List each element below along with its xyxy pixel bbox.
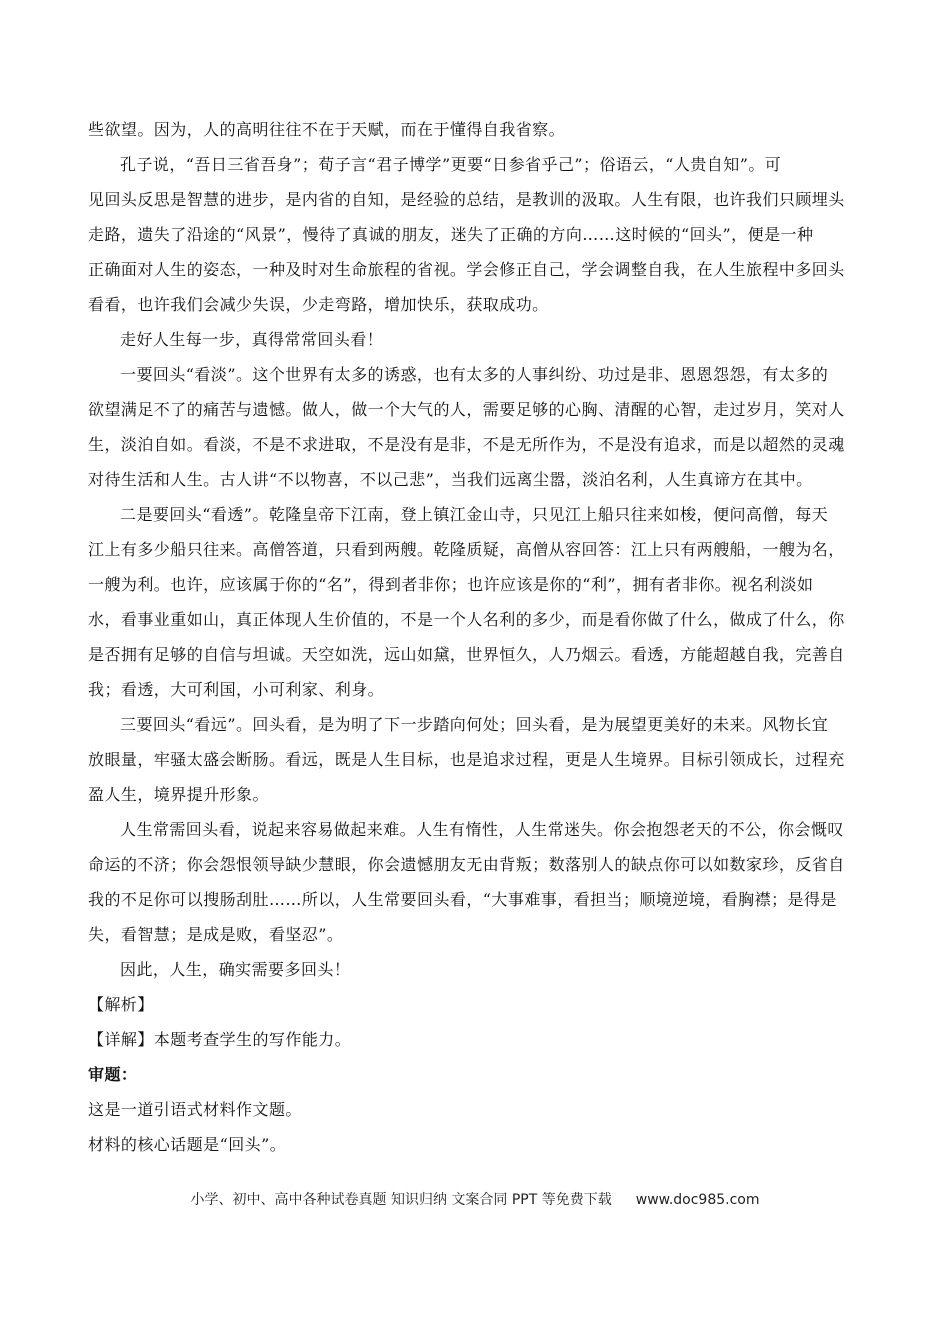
text-line: 欲望满足不了的痛苦与遗憾。做人，做一个大气的人，需要足够的心胸、清醒的心智，走过岁月，笑对人: [88, 400, 845, 419]
text-line: 这是一道引语式材料作文题。: [88, 1100, 302, 1119]
document-body: [88, 112, 866, 1162]
text-line: 放眼量，牢骚太盛会断肠。看远，既是人生目标，也是追求过程，更是人生境界。目标引领成长，过程充: [88, 750, 845, 769]
text-line: 是否拥有足够的自信与坦诚。天空如洗，远山如黛，世界恒久，人乃烟云。看透，方能超越自我，完善自: [88, 645, 845, 664]
text-line: 见回头反思是智慧的进步，是内省的自知，是经验的总结，是教训的汲取。人生有限，也许我们只顾埋头: [88, 190, 845, 209]
text-line: 【详解】本题考查学生的写作能力。: [88, 1030, 352, 1049]
text-line: 命运的不济；你会怨恨领导缺少慧眼，你会遗憾朋友无由背叛；数落别人的缺点你可以如数家珍，反省自: [88, 855, 845, 874]
text-line: 对待生活和人生。古人讲“不以物喜，不以己悲”，当我们远离尘嚣，淡泊名利，人生真谛方在其中。: [88, 470, 813, 489]
text-line: 走路，遗失了沿途的“风景”，慢待了真诚的朋友，迷失了正确的方向……这时候的“回头”，便是一种: [88, 225, 814, 244]
footer-text: 小学、初中、高中各种试卷真题 知识归纳 文案合同 PPT 等免费下载: [190, 1192, 612, 1208]
text-line: 我；看透，大可利国，小可利家、利身。: [88, 680, 385, 699]
text-line: 些欲望。因为，人的高明往往不在于天赋，而在于懂得自我省察。: [88, 120, 566, 139]
text-line: 二是要回头“看透”。乾隆皇帝下江南，登上镇江金山寺，只见江上船只往来如梭，便问高僧，每天: [120, 505, 829, 524]
text-line: 江上有多少船只往来。高僧答道，只看到两艘。乾隆质疑，高僧从容回答：江上只有两艘船，一艘为名，: [88, 540, 845, 559]
text-line: 我的不足你可以搜肠刮肚……所以，人生常要回头看，“大事难事，看担当；顺境逆境，看胸襟；是得是: [88, 890, 837, 909]
text-line: 一艘为利。也许，应该属于你的“名”，得到者非你；也许应该是你的“利”，拥有者非你。视名利淡如: [88, 575, 814, 594]
text-line: 盈人生，境界提升形象。: [88, 785, 269, 804]
text-line: 孔子说，“吾日三省吾身”；荀子言“君子博学”更要“日参省乎己”；俗语云，“人贵自知”。可: [120, 155, 782, 174]
text-line: 因此，人生，确实需要多回头！: [120, 960, 351, 979]
text-line: 失，看智慧；是成是败，看坚忍”。: [88, 925, 344, 944]
text-line: 材料的核心话题是“回头”。: [88, 1135, 287, 1154]
text-line: 看看，也许我们会减少失误，少走弯路，增加快乐，获取成功。: [88, 295, 549, 314]
text-line: 一要回头“看淡”。这个世界有太多的诱惑，也有太多的人事纠纷、功过是非、恩恩怨怨，有太多的: [120, 365, 829, 384]
text-line: 审题：: [88, 1065, 138, 1084]
text-line: 人生常需回头看，说起来容易做起来难。人生有惰性，人生常迷失。你会抱怨老天的不公，你会慨叹: [120, 820, 844, 839]
text-line: 【解析】: [88, 995, 154, 1014]
footer-url-link[interactable]: www.doc985.com: [635, 1192, 760, 1208]
text-line: 三要回头“看远”。回头看，是为明了下一步踏向何处；回头看，是为展望更美好的未来。风物长宜: [120, 715, 829, 734]
page-footer: [0, 1190, 950, 1210]
text-line: 正确面对人生的姿态，一种及时对生命旅程的省视。学会修正自己，学会调整自我，在人生旅程中多回头: [88, 260, 845, 279]
text-line: 水，看事业重如山，真正体现人生价值的，不是一个人名利的多少，而是看你做了什么，做成了什么，你: [88, 610, 845, 629]
text-line: 生，淡泊自如。看淡，不是不求进取，不是没有是非，不是无所作为，不是没有追求，而是以超然的灵魂: [88, 435, 845, 454]
text-line: 走好人生每一步，真得常常回头看！: [120, 330, 384, 349]
